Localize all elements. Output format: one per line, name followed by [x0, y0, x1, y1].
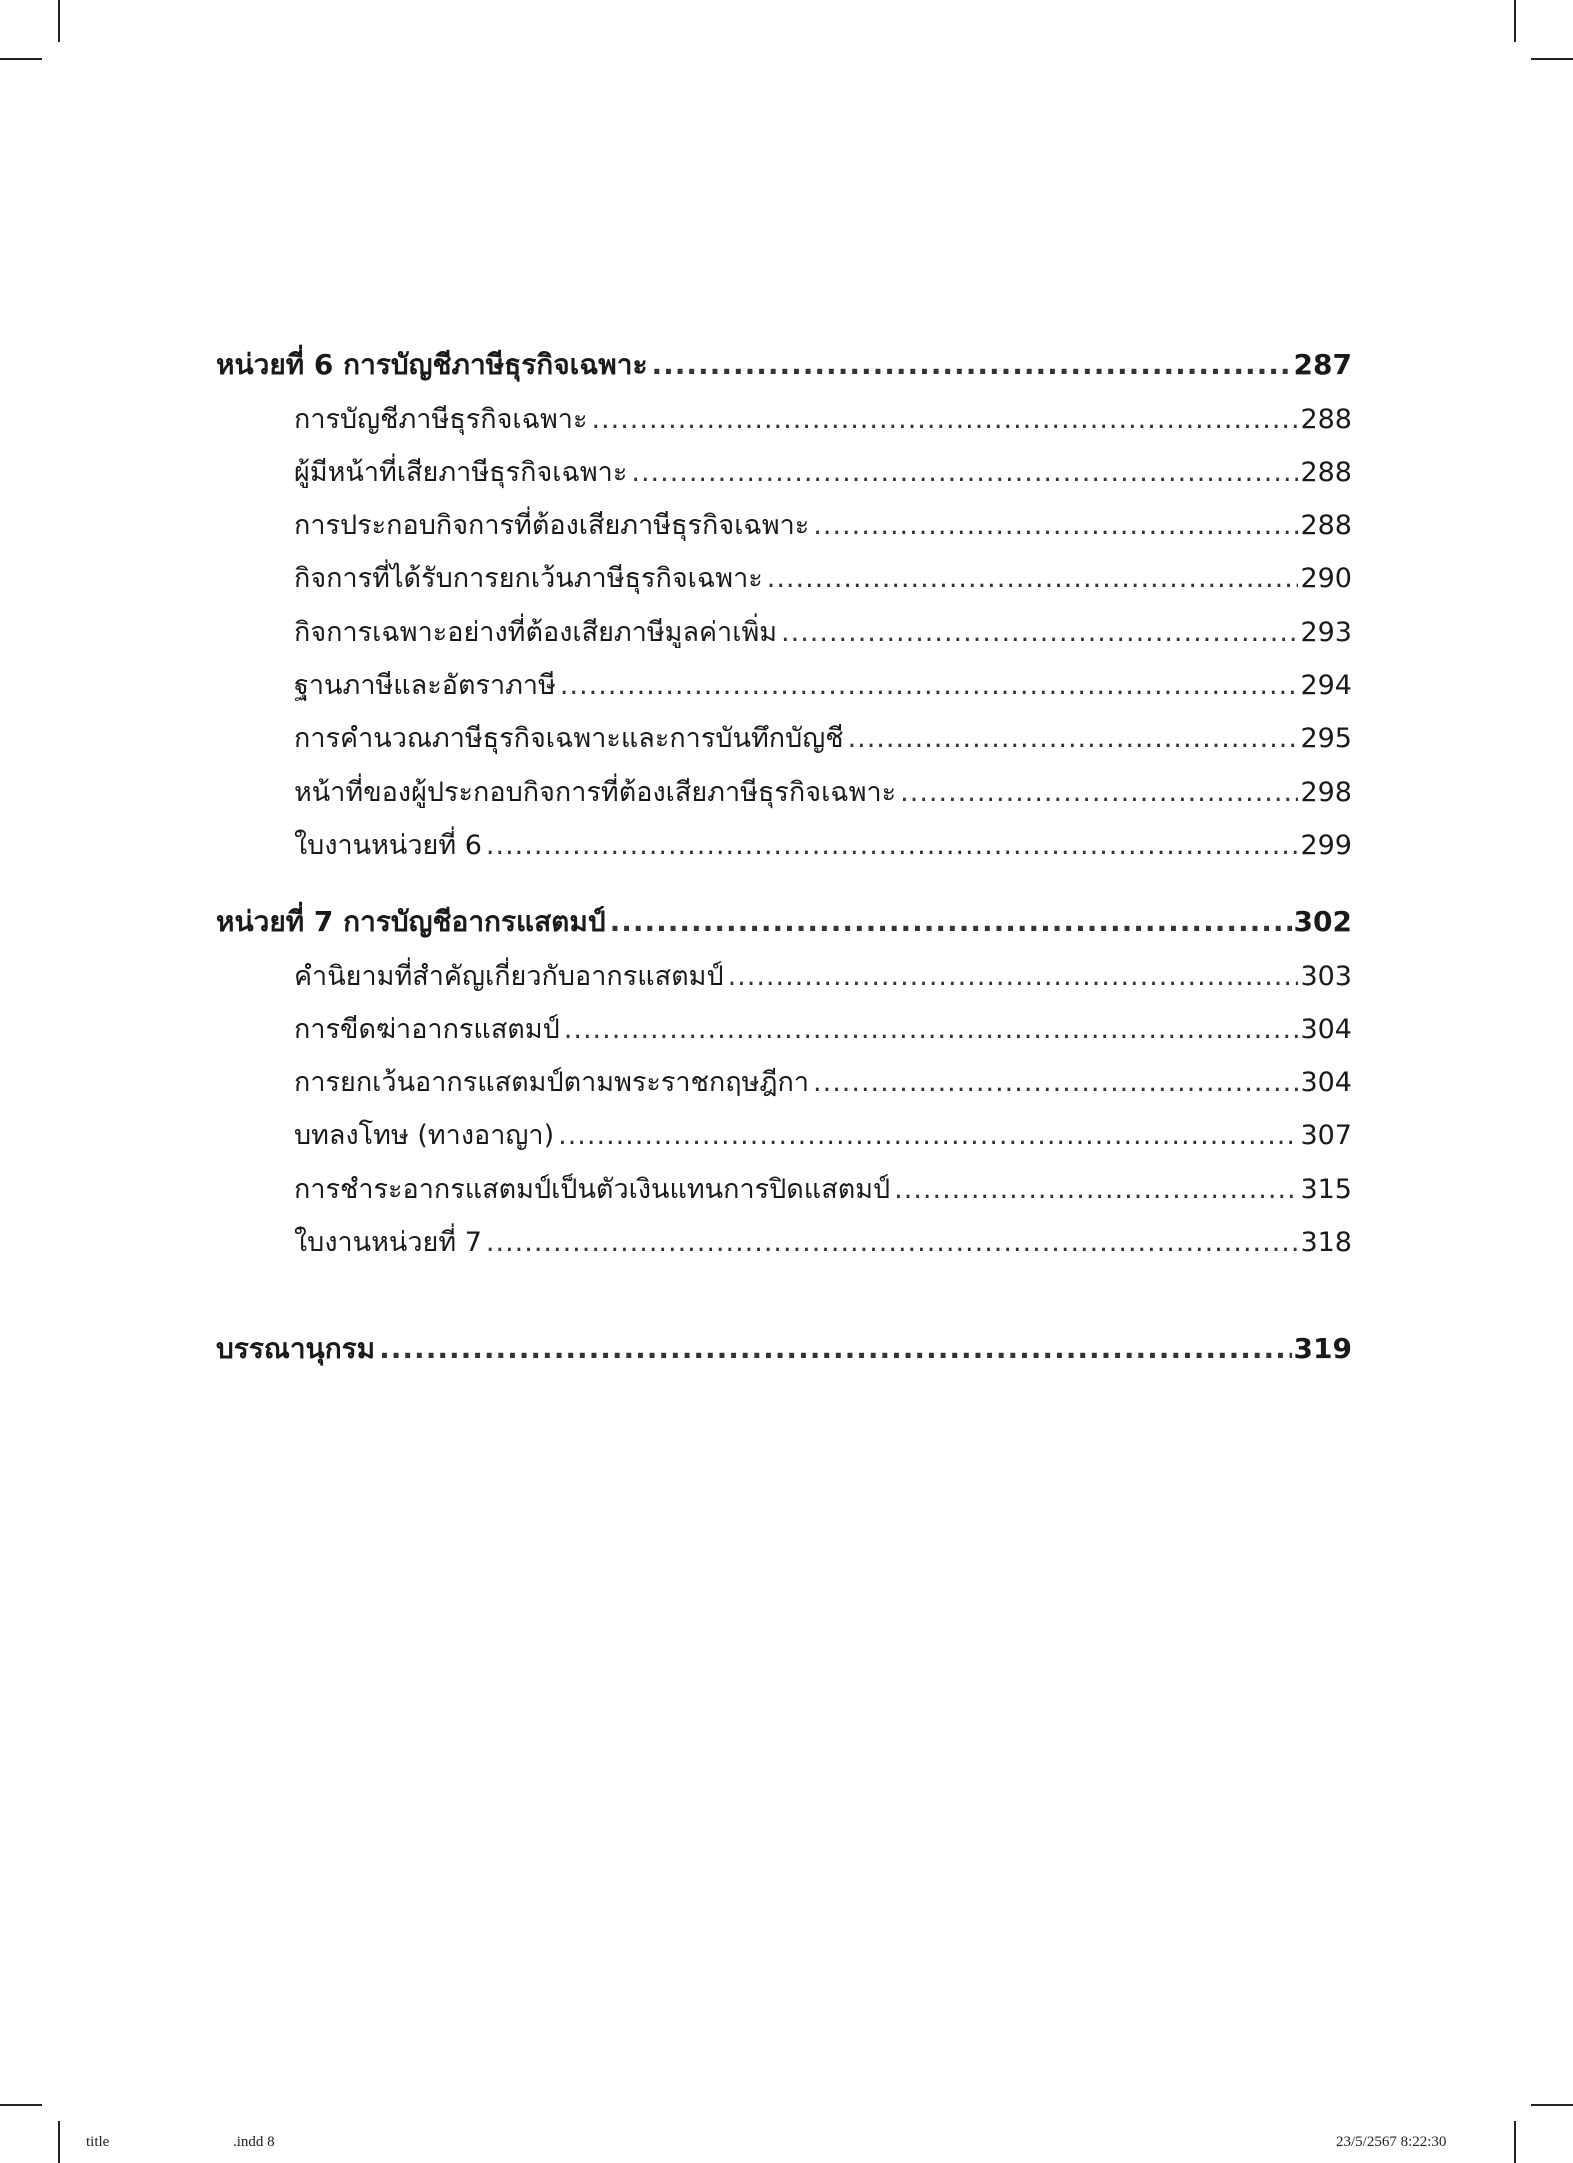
- toc-leader-dots: [848, 725, 1299, 752]
- toc-page-number: 290: [1300, 563, 1352, 595]
- crop-mark-top-right-h: [1531, 58, 1573, 60]
- toc-leader-dots: [558, 1122, 1298, 1149]
- toc-item-title: หน้าที่ของผู้ประกอบกิจการที่ต้องเสียภาษีธุรกิจเฉพาะ: [294, 776, 897, 808]
- crop-mark-top-left-h: [0, 58, 42, 60]
- toc-page-number: 288: [1300, 456, 1352, 488]
- toc-leader-dots: [728, 963, 1299, 990]
- crop-mark-bottom-right-h: [1531, 2104, 1573, 2106]
- toc-item[interactable]: [216, 1043, 1352, 1099]
- table-of-contents: [216, 326, 1352, 1366]
- toc-item[interactable]: [216, 990, 1352, 1043]
- toc-leader-dots: [652, 351, 1292, 379]
- toc-item[interactable]: [216, 646, 1352, 702]
- toc-leader-dots: [610, 908, 1292, 936]
- toc-unit-title: บรรณานุกรม: [216, 1332, 376, 1366]
- toc-item-title: การชำระอากรแสตมป์เป็นตัวเงินแทนการปิดแสตมป์: [294, 1173, 891, 1205]
- toc-page-number: 299: [1300, 829, 1352, 861]
- toc-item-title: การคำนวณภาษีธุรกิจเฉพาะและการบันทึกบัญชี: [294, 723, 844, 755]
- toc-item[interactable]: [216, 539, 1352, 595]
- section-spacer: [216, 1256, 1352, 1310]
- toc-page-number: 307: [1300, 1120, 1352, 1152]
- toc-item[interactable]: [216, 433, 1352, 486]
- toc-item-title: ใบงานหน่วยที่ 6: [294, 829, 482, 861]
- toc-unit-title: หน่วยที่ 6 การบัญชีภาษีธุรกิจเฉพาะ: [216, 348, 648, 382]
- toc-leader-dots: [591, 406, 1298, 433]
- toc-unit-6[interactable]: [216, 326, 1352, 382]
- toc-page-number: 288: [1300, 403, 1352, 435]
- toc-page-number: 315: [1300, 1173, 1352, 1205]
- toc-item[interactable]: [216, 592, 1352, 648]
- toc-page-number: 302: [1293, 905, 1352, 939]
- toc-leader-dots: [900, 779, 1298, 806]
- crop-mark-bottom-left-h: [0, 2104, 42, 2106]
- toc-page-number: 319: [1293, 1332, 1352, 1366]
- toc-item[interactable]: [216, 806, 1352, 859]
- toc-page-number: 295: [1300, 723, 1352, 755]
- toc-item-title: การบัญชีภาษีธุรกิจเฉพาะ: [294, 403, 588, 435]
- crop-mark-top-left: [58, 0, 60, 42]
- crop-mark-bottom-left: [58, 2121, 60, 2163]
- toc-item[interactable]: [216, 1203, 1352, 1259]
- toc-item-title: บทลงโทษ (ทางอาญา): [294, 1120, 555, 1152]
- toc-unit-title: หน่วยที่ 7 การบัญชีอากรแสตมป์: [216, 905, 606, 939]
- toc-page-number: 318: [1300, 1227, 1352, 1259]
- crop-mark-top-right: [1514, 0, 1516, 42]
- toc-unit-7[interactable]: [216, 883, 1352, 939]
- toc-leader-dots: [564, 1016, 1299, 1043]
- toc-page-number: 288: [1300, 510, 1352, 542]
- toc-item[interactable]: [216, 379, 1352, 435]
- toc-leader-dots: [379, 1335, 1291, 1363]
- toc-leader-dots: [486, 832, 1299, 859]
- toc-item-title: การประกอบกิจการที่ต้องเสียภาษีธุรกิจเฉพาะ: [294, 510, 810, 542]
- toc-item-title: ฐานภาษีและอัตราภาษี: [294, 670, 556, 702]
- toc-bibliography[interactable]: [216, 1310, 1352, 1366]
- toc-leader-dots: [813, 1069, 1298, 1096]
- toc-page-number: 304: [1300, 1067, 1352, 1099]
- toc-item[interactable]: [216, 752, 1352, 808]
- toc-item-title: กิจการเฉพาะอย่างที่ต้องเสียภาษีมูลค่าเพิ่ม: [294, 616, 778, 648]
- toc-item[interactable]: [216, 699, 1352, 755]
- toc-leader-dots: [894, 1176, 1298, 1203]
- toc-item[interactable]: [216, 1096, 1352, 1152]
- toc-item[interactable]: [216, 486, 1352, 542]
- toc-page-number: 304: [1300, 1013, 1352, 1045]
- toc-leader-dots: [813, 512, 1298, 539]
- toc-leader-dots: [631, 459, 1298, 486]
- toc-page-number: 287: [1293, 348, 1352, 382]
- toc-item[interactable]: [216, 936, 1352, 992]
- toc-page-number: 293: [1300, 616, 1352, 648]
- toc-item-title: ผู้มีหน้าที่เสียภาษีธุรกิจเฉพาะ: [294, 456, 628, 488]
- toc-leader-dots: [767, 565, 1299, 592]
- toc-page-number: 303: [1300, 960, 1352, 992]
- slug-timestamp: 23/5/2567 8:22:30: [1336, 2134, 1447, 2150]
- section-spacer: [216, 859, 1352, 883]
- toc-item-title: ใบงานหน่วยที่ 7: [294, 1227, 482, 1259]
- toc-page-number: 298: [1300, 776, 1352, 808]
- toc-page-number: 294: [1300, 670, 1352, 702]
- slug-file-name: title: [86, 2134, 110, 2150]
- toc-item[interactable]: [216, 1149, 1352, 1205]
- toc-item-title: กิจการที่ได้รับการยกเว้นภาษีธุรกิจเฉพาะ: [294, 563, 763, 595]
- slug-indd-page: .indd 8: [233, 2134, 275, 2150]
- toc-item-title: การขีดฆ่าอากรแสตมป์: [294, 1013, 560, 1045]
- crop-mark-bottom-right: [1514, 2121, 1516, 2163]
- toc-item-title: การยกเว้นอากรแสตมป์ตามพระราชกฤษฎีกา: [294, 1067, 810, 1099]
- toc-leader-dots: [486, 1229, 1299, 1256]
- toc-leader-dots: [560, 672, 1299, 699]
- toc-item-title: คำนิยามที่สำคัญเกี่ยวกับอากรแสตมป์: [294, 960, 724, 992]
- toc-leader-dots: [781, 619, 1298, 646]
